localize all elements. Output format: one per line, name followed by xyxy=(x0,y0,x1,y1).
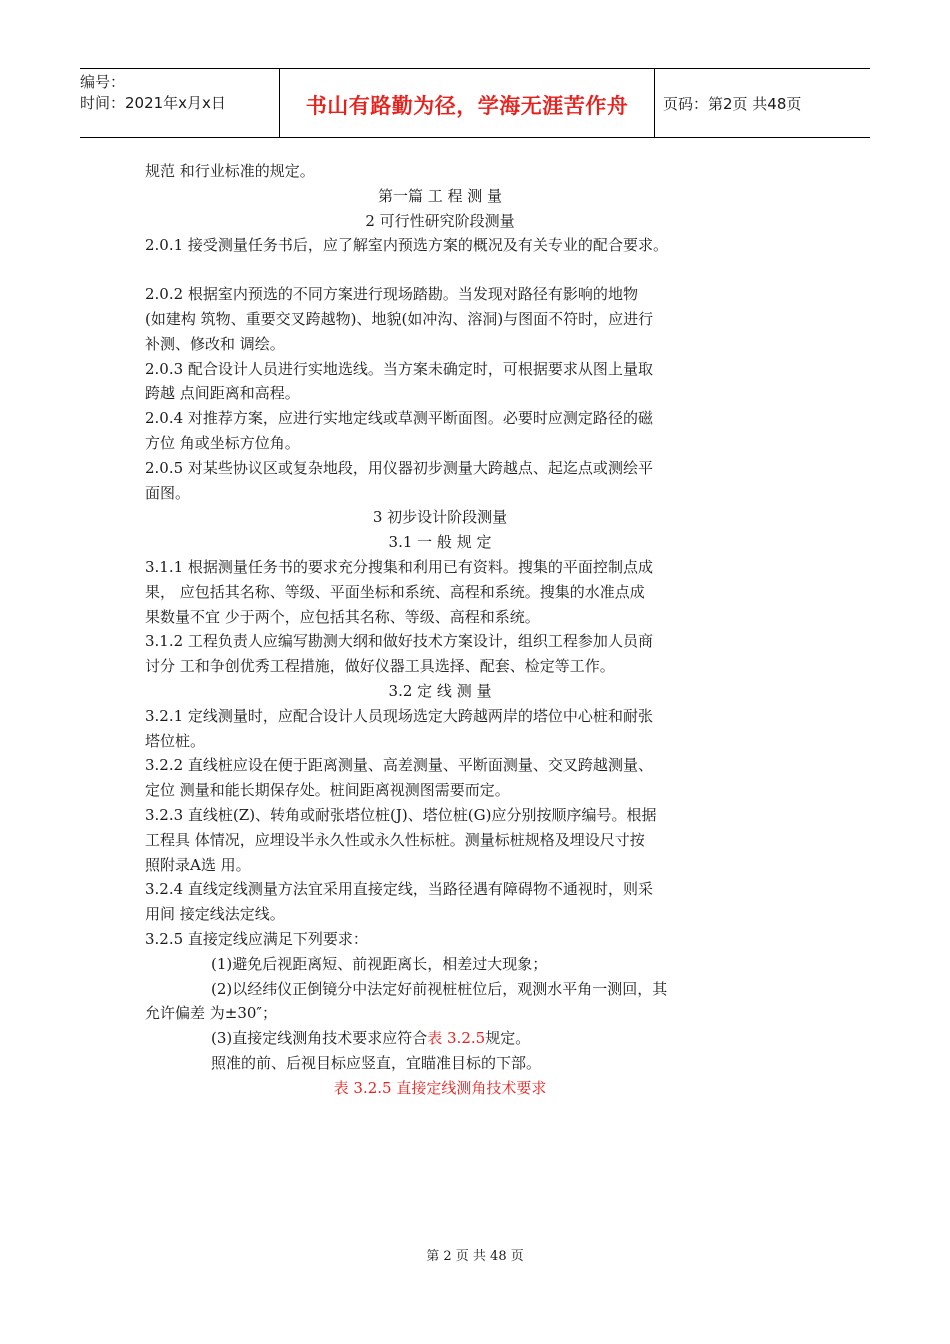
chapter-title: 3 初步设计阶段测量 xyxy=(372,508,508,527)
clause-3-2-1: 3.2.1 定线测量时，应配合设计人员现场选定大跨越两岸的塔位中心桩和耐张 xyxy=(145,706,653,725)
header-left-cell xyxy=(80,69,280,137)
clause-3-1-1: 3.1.1 根据测量任务书的要求充分搜集和利用已有资料。搜集的平面控制点成 xyxy=(145,557,653,576)
blank-line xyxy=(145,258,735,282)
body-line: 跨越 点间距离和高程。 xyxy=(145,384,300,403)
clause-3-2-3: 3.2.3 直线桩(Z)、转角或耐张塔位桩(J)、塔位桩(G)应分别按顺序编号。根据 xyxy=(145,805,657,824)
section-title: 3.2 定 线 测 量 xyxy=(388,681,492,700)
body-line: 用间 接定线法定线。 xyxy=(145,905,285,924)
body-line: 定位 测量和能长期保存处。桩间距离视测图需要而定。 xyxy=(145,781,510,800)
list-item-text: 规定。 xyxy=(485,1029,531,1048)
chapter-title: 2 可行性研究阶段测量 xyxy=(365,211,515,230)
body-line: (如建构 筑物、重要交叉跨越物)、地貌(如冲沟、溶洞)与图面不符时，应进行 xyxy=(145,309,654,328)
table-reference-link[interactable]: 表 3.2.5 xyxy=(427,1029,486,1048)
header-motto: 书山有路勤为径，学海无涯苦作舟 xyxy=(280,69,655,137)
document-date: 时间：2021年x月x日 xyxy=(80,94,226,112)
list-item-text: (3)直接定线测角技术要求应符合 xyxy=(211,1029,428,1048)
page-header xyxy=(80,68,870,138)
body-line: 工程具 体情况，应埋设半永久性或永久性标桩。测量标桩规格及埋设尺寸按 xyxy=(145,830,645,849)
clause-3-1-2: 3.1.2 工程负责人应编写勘测大纲和做好技术方案设计，组织工程参加人员商 xyxy=(145,632,653,651)
clause-3-2-4: 3.2.4 直线定线测量方法宜采用直接定线，当路径遇有障碍物不通视时，则采 xyxy=(145,880,653,899)
body-line: 讨分 工和争创优秀工程措施，做好仪器工具选择、配套、检定等工作。 xyxy=(145,657,615,676)
body-line: 果， 应包括其名称、等级、平面坐标和系统、高程和系统。搜集的水准点成 xyxy=(145,582,645,601)
body-line: 面图。 xyxy=(145,483,191,502)
list-item xyxy=(145,1026,735,1051)
body-line: 补测、修改和 调绘。 xyxy=(145,334,285,353)
table-caption: 表 3.2.5 直接定线测角技术要求 xyxy=(333,1078,547,1097)
body-line: 照附录A选 用。 xyxy=(145,855,251,874)
list-item: (1)避免后视距离短、前视距离长，相差过大现象； xyxy=(211,954,548,973)
clause-2-0-1: 2.0.1 接受测量任务书后，应了解室内预选方案的概况及有关专业的配合要求。 xyxy=(145,236,668,255)
section-title: 3.1 一 般 规 定 xyxy=(388,533,492,552)
clause-3-2-5: 3.2.5 直接定线应满足下列要求： xyxy=(145,929,368,948)
list-item: (2)以经纬仪正倒镜分中法定好前视桩桩位后，观测水平角一测回，其 xyxy=(211,979,668,998)
document-number-label: 编号： xyxy=(80,73,126,91)
clause-2-0-5: 2.0.5 对某些协议区或复杂地段，用仪器初步测量大跨越点、起迄点或测绘平 xyxy=(145,458,653,477)
clause-2-0-4: 2.0.4 对推荐方案，应进行实地定线或草测平断面图。必要时应测定路径的磁 xyxy=(145,409,653,428)
body-line: 塔位桩。 xyxy=(145,731,206,750)
clause-3-2-2: 3.2.2 直线桩应设在便于距离测量、高差测量、平断面测量、交叉跨越测量、 xyxy=(145,756,653,775)
body-line: 规范 和行业标准的规定。 xyxy=(145,162,315,180)
document-body xyxy=(145,159,735,1100)
body-line: 果数量不宜 少于两个，应包括其名称、等级、高程和系统。 xyxy=(145,607,540,626)
part-title: 第一篇 工 程 测 量 xyxy=(377,186,503,205)
body-line: 照准的前、后视目标应竖直，宜瞄准目标的下部。 xyxy=(211,1053,542,1072)
clause-2-0-2: 2.0.2 根据室内预选的不同方案进行现场踏勘。当发现对路径有影响的地物 xyxy=(145,285,638,304)
body-line: 允许偏差 为±30″； xyxy=(145,1004,278,1023)
body-line: 方位 角或坐标方位角。 xyxy=(145,433,300,452)
clause-2-0-3: 2.0.3 配合设计人员进行实地选线。当方案未确定时，可根据要求从图上量取 xyxy=(145,359,653,378)
header-page-info: 页码：第2页 共48页 xyxy=(663,94,802,113)
page-footer: 第 2 页 共 48 页 xyxy=(426,1249,524,1264)
